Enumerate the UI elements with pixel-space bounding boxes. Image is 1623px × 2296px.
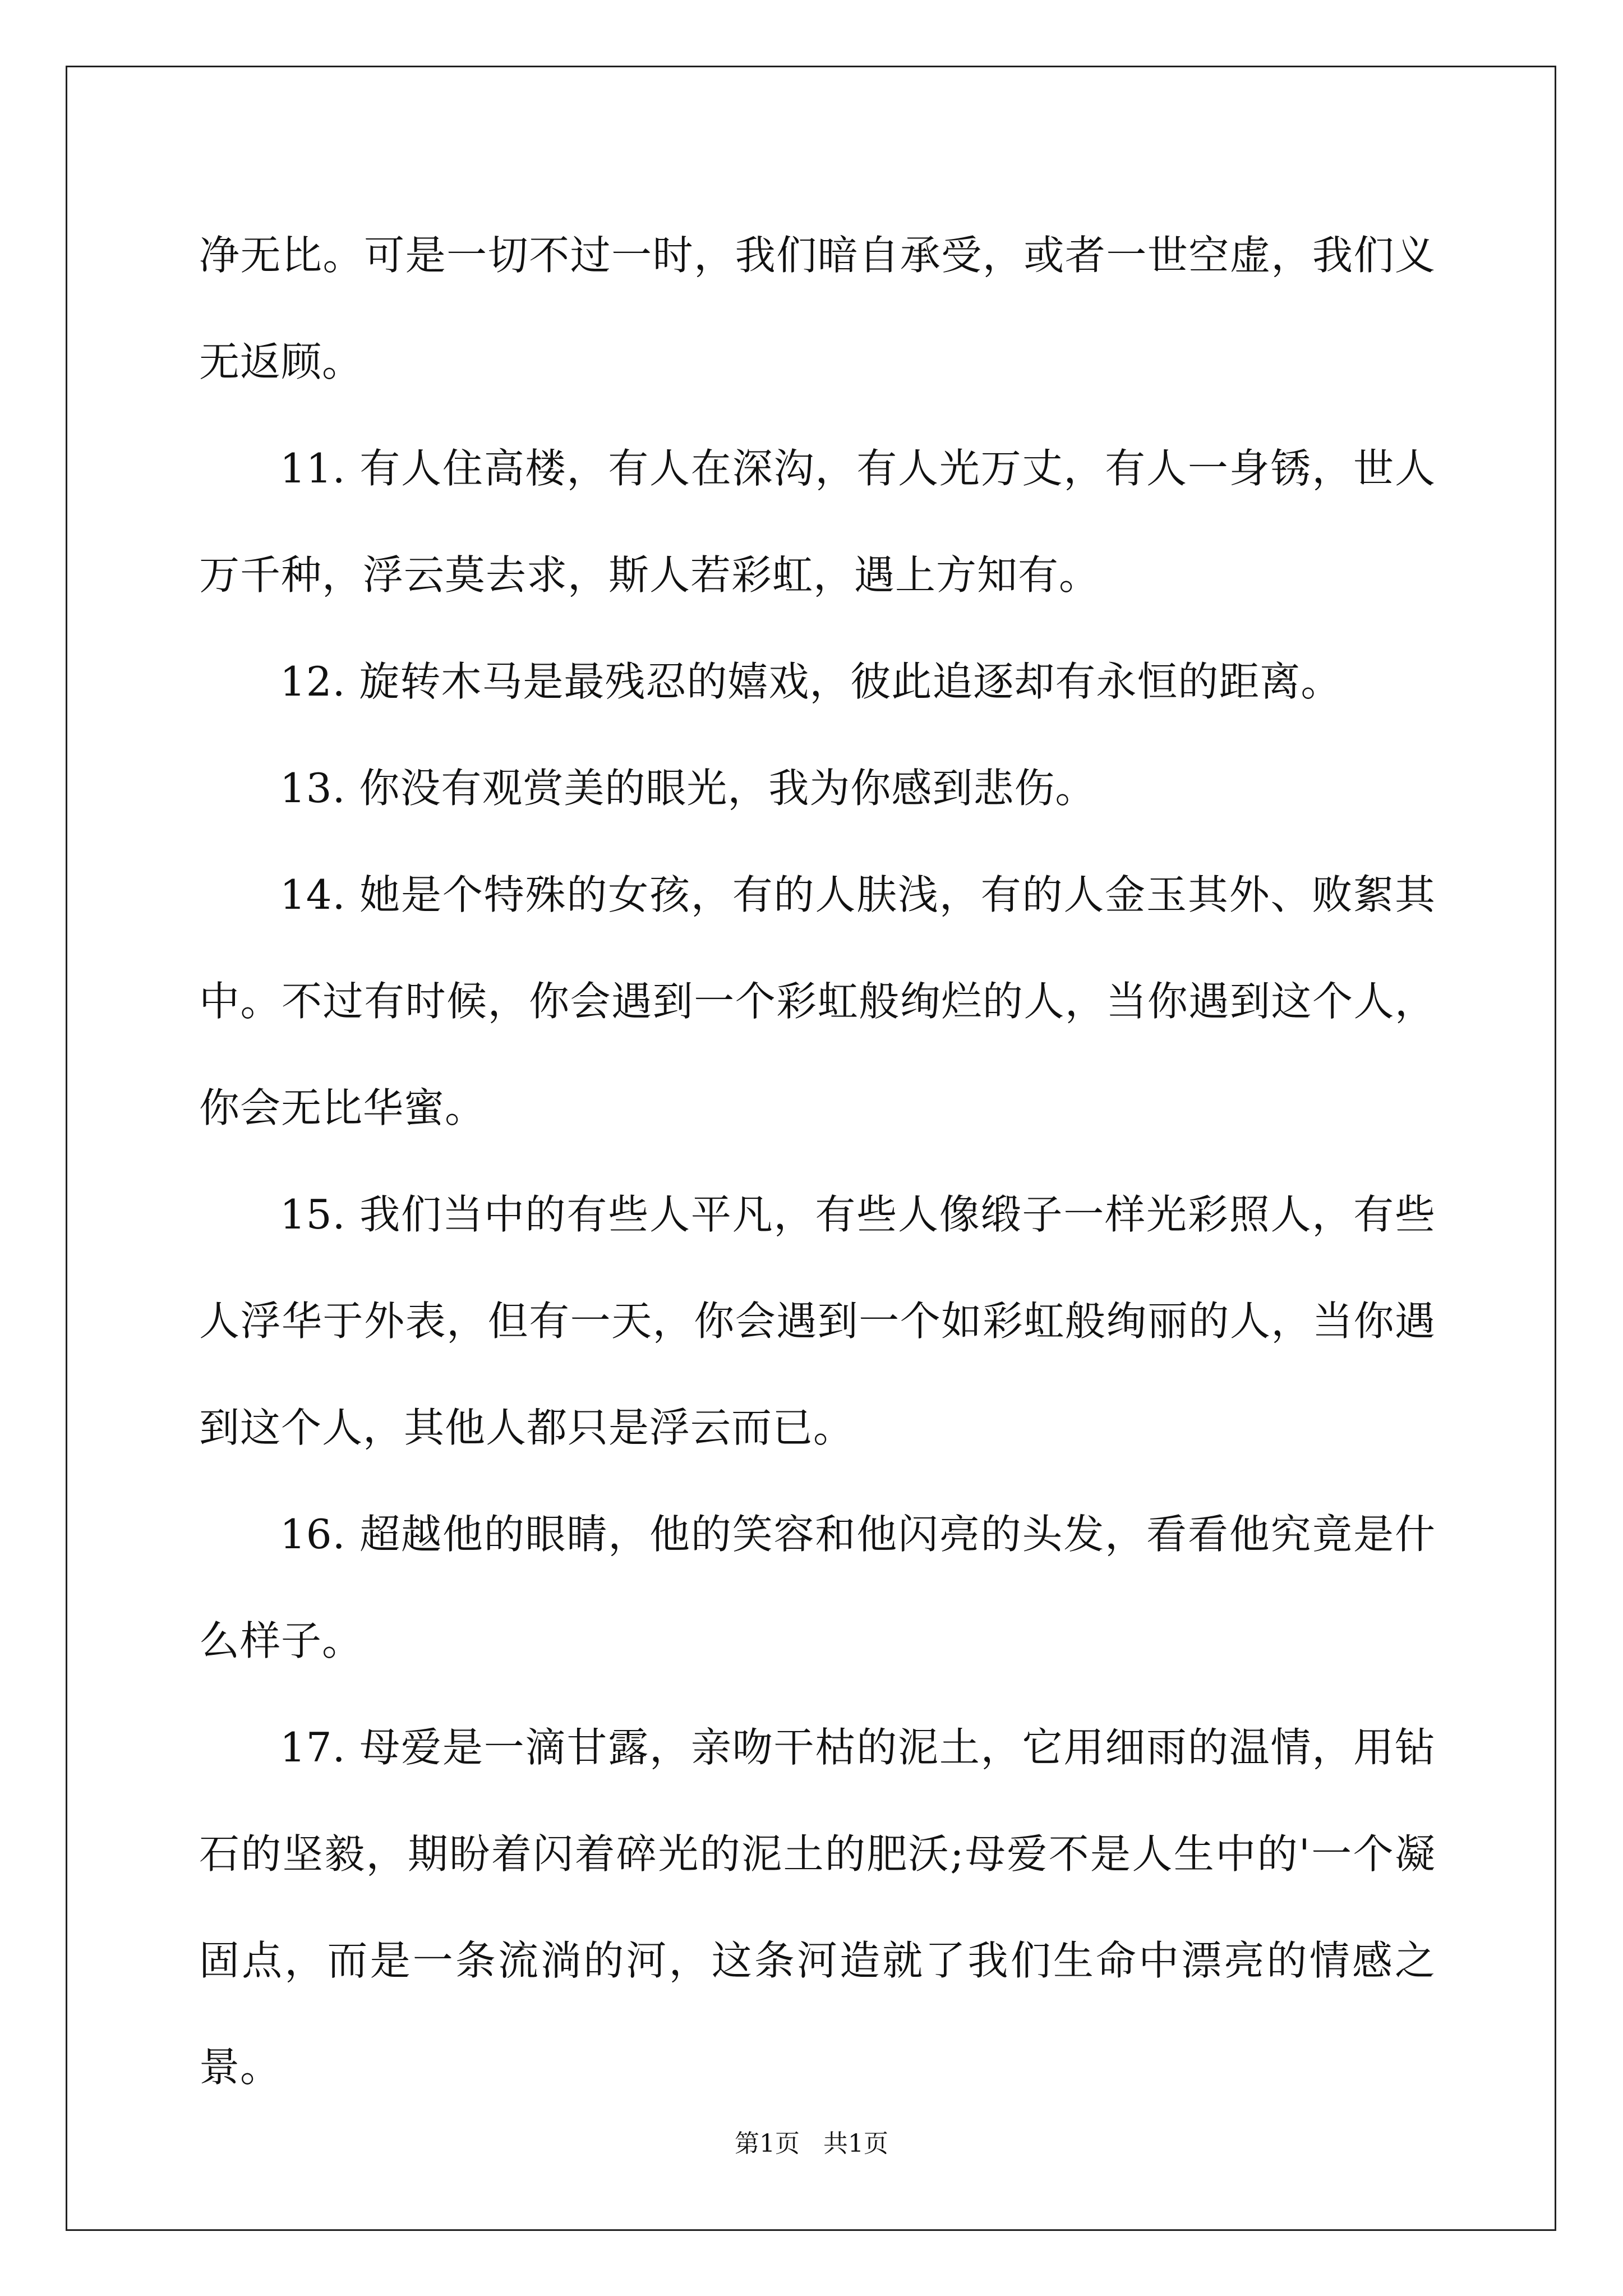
page-footer: 第1页 共1页 <box>735 2129 888 2158</box>
paragraph-item-15: 15. 我们当中的有些人平凡，有些人像缎子一样光彩照人，有些人浮华于外表，但有一天，你会遇到一个如彩虹般绚丽的人，当你遇到这个人，其他人都只是浮云而已。 <box>199 1191 1436 1451</box>
paragraph-item-16: 16. 超越他的眼睛，他的笑容和他闪亮的头发，看看他究竟是什么样子。 <box>199 1511 1436 1664</box>
document-body <box>199 202 1436 2120</box>
paragraph-item-14: 14. 她是个特殊的女孩，有的人肤浅，有的人金玉其外、败絮其中。不过有时候，你会遇到一个彩虹般绚烂的人，当你遇到这个人，你会无比华蜜。 <box>199 871 1436 1131</box>
paragraph-item-17: 17. 母爱是一滴甘露，亲吻干枯的泥土，它用细雨的温情，用钻石的坚毅，期盼着闪着碎光的泥土的肥沃;母爱不是人生中的'一个凝固点，而是一条流淌的河，这条河造就了我们生命中漂亮的情感之景。 <box>199 1724 1436 2091</box>
paragraph-continuation: 净无比。可是一切不过一时，我们暗自承受，或者一世空虚，我们义无返顾。 <box>199 232 1436 385</box>
paragraph-item-13: 13. 你没有观赏美的眼光，我为你感到悲伤。 <box>280 765 1096 812</box>
paragraph-item-12: 12. 旋转木马是最残忍的嬉戏，彼此追逐却有永恒的距离。 <box>280 658 1342 705</box>
paragraph-item-11: 11. 有人住高楼，有人在深沟，有人光万丈，有人一身锈，世人万千种，浮云莫去求，斯人若彩虹，遇上方知有。 <box>199 445 1436 599</box>
